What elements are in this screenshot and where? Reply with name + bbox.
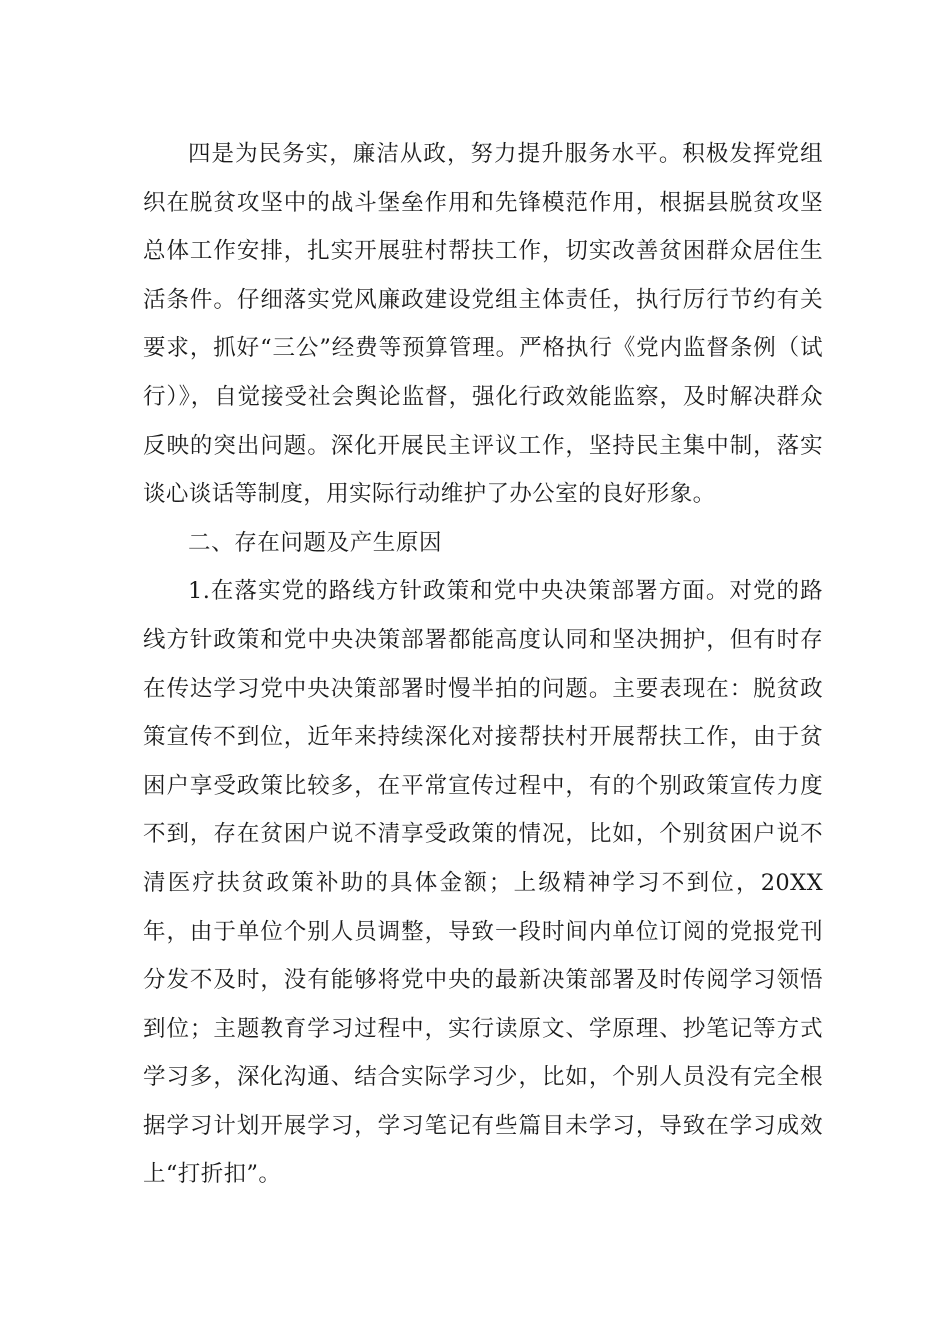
document-body [143,130,823,1199]
paragraph-policy-implementation: 1.在落实党的路线方针政策和党中央决策部署方面。对党的路线方针政策和党中央决策部署都能高度认同和坚决拥护，但有时存在传达学习党中央决策部署时慢半拍的问题。主要表现在：脱贫政策宣传不到位，近年来持续深化对接帮扶村开展帮扶工作，由于贫困户享受政策比较多，在平常宣传过程中，有的个别政策宣传力度不到，存在贫困户说不清享受政策的情况，比如，个别贫困户说不清医疗扶贫政策补助的具体金额；上级精神学习不到位，20XX年，由于单位个别人员调整，导致一段时间内单位订阅的党报党刊分发不及时，没有能够将党中央的最新决策部署及时传阅学习领悟到位；主题教育学习过程中，实行读原文、学原理、抄笔记等方式学习多，深化沟通、结合实际学习少，比如，个别人员没有完全根据学习计划开展学习，学习笔记有些篇目未学习，导致在学习成效上“打折扣”。 [143,578,823,1188]
paragraph-service-level: 四是为民务实，廉洁从政，努力提升服务水平。积极发挥党组织在脱贫攻坚中的战斗堡垒作用和先锋模范作用，根据县脱贫攻坚总体工作安排，扎实开展驻村帮扶工作，切实改善贫困群众居住生活条件。仔细落实党风廉政建设党组主体责任，执行厉行节约有关要求，抓好“三公”经费等预算管理。严格执行《党内监督条例（试行）》，自觉接受社会舆论监督，强化行政效能监察，及时解决群众反映的突出问题。深化开展民主评议工作，坚持民主集中制，落实谈心谈话等制度，用实际行动维护了办公室的良好形象。 [143,141,823,508]
section-heading-problems: 二、存在问题及产生原因 [188,529,443,556]
